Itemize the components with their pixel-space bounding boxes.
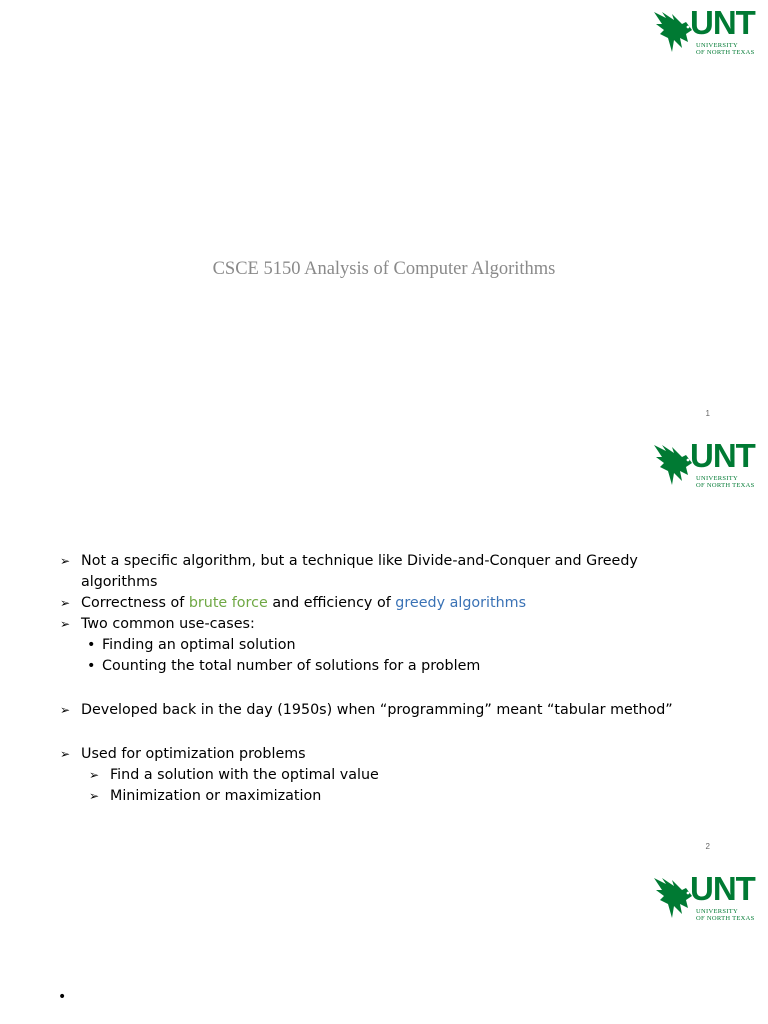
sub-list-item: • Finding an optimal solution	[60, 635, 700, 656]
list-item: ➢ Not a specific algorithm, but a technique like Divide-and-Conquer and Greedy algorithms	[60, 553, 638, 590]
list-item: ➢ Developed back in the day (1950s) when “programming” meant “tabular method”	[60, 700, 700, 721]
list-item: ➢ Correctness of brute force and efficiency of greedy algorithms	[60, 593, 700, 614]
arrow-bullet-icon: ➢	[60, 703, 71, 717]
logo-wordmark: UNT	[690, 4, 755, 41]
page-number: 1	[705, 409, 710, 418]
unt-logo	[652, 4, 756, 58]
slide-title: CSCE 5150 Analysis of Computer Algorithms	[212, 259, 556, 279]
bullet-list	[60, 551, 700, 807]
unt-logo	[652, 437, 756, 491]
arrow-bullet-icon: ➢	[60, 596, 71, 610]
brute-force-text: brute force	[188, 595, 268, 611]
arrow-bullet-icon: ➢	[60, 747, 71, 761]
page-number: 2	[705, 842, 710, 851]
logo-line-2: OF NORTH TEXAS	[696, 482, 755, 489]
sub-list-item: ➢ Find a solution with the optimal value	[60, 765, 700, 786]
logo-wordmark: UNT	[690, 870, 755, 907]
dot-bullet-icon: •	[87, 637, 96, 653]
list-item: ➢ Two common use-cases:	[60, 614, 700, 635]
arrow-bullet-icon: ➢	[60, 554, 71, 568]
logo-line-1: UNIVERSITY	[696, 42, 738, 49]
logo-line-1: UNIVERSITY	[696, 908, 738, 915]
logo-line-2: OF NORTH TEXAS	[696, 49, 755, 56]
arrow-bullet-icon: ➢	[89, 768, 100, 782]
arrow-bullet-icon: ➢	[89, 789, 100, 803]
arrow-bullet-icon: ➢	[60, 617, 71, 631]
sub-list-item: ➢ Minimization or maximization	[60, 786, 700, 807]
logo-wordmark: UNT	[690, 437, 755, 474]
dot-bullet-icon: •	[58, 989, 67, 1005]
unt-logo	[652, 870, 756, 924]
logo-line-1: UNIVERSITY	[696, 475, 738, 482]
sub-list-item: • Counting the total number of solutions for a problem	[60, 656, 700, 677]
slide-2	[0, 433, 768, 866]
dot-bullet-icon: •	[87, 658, 96, 674]
list-item: ➢ Used for optimization problems	[60, 744, 700, 765]
logo-line-2: OF NORTH TEXAS	[696, 915, 755, 922]
slide-1	[0, 0, 768, 433]
greedy-algorithms-text: greedy algorithms	[395, 595, 527, 611]
slide-3	[0, 866, 768, 1024]
